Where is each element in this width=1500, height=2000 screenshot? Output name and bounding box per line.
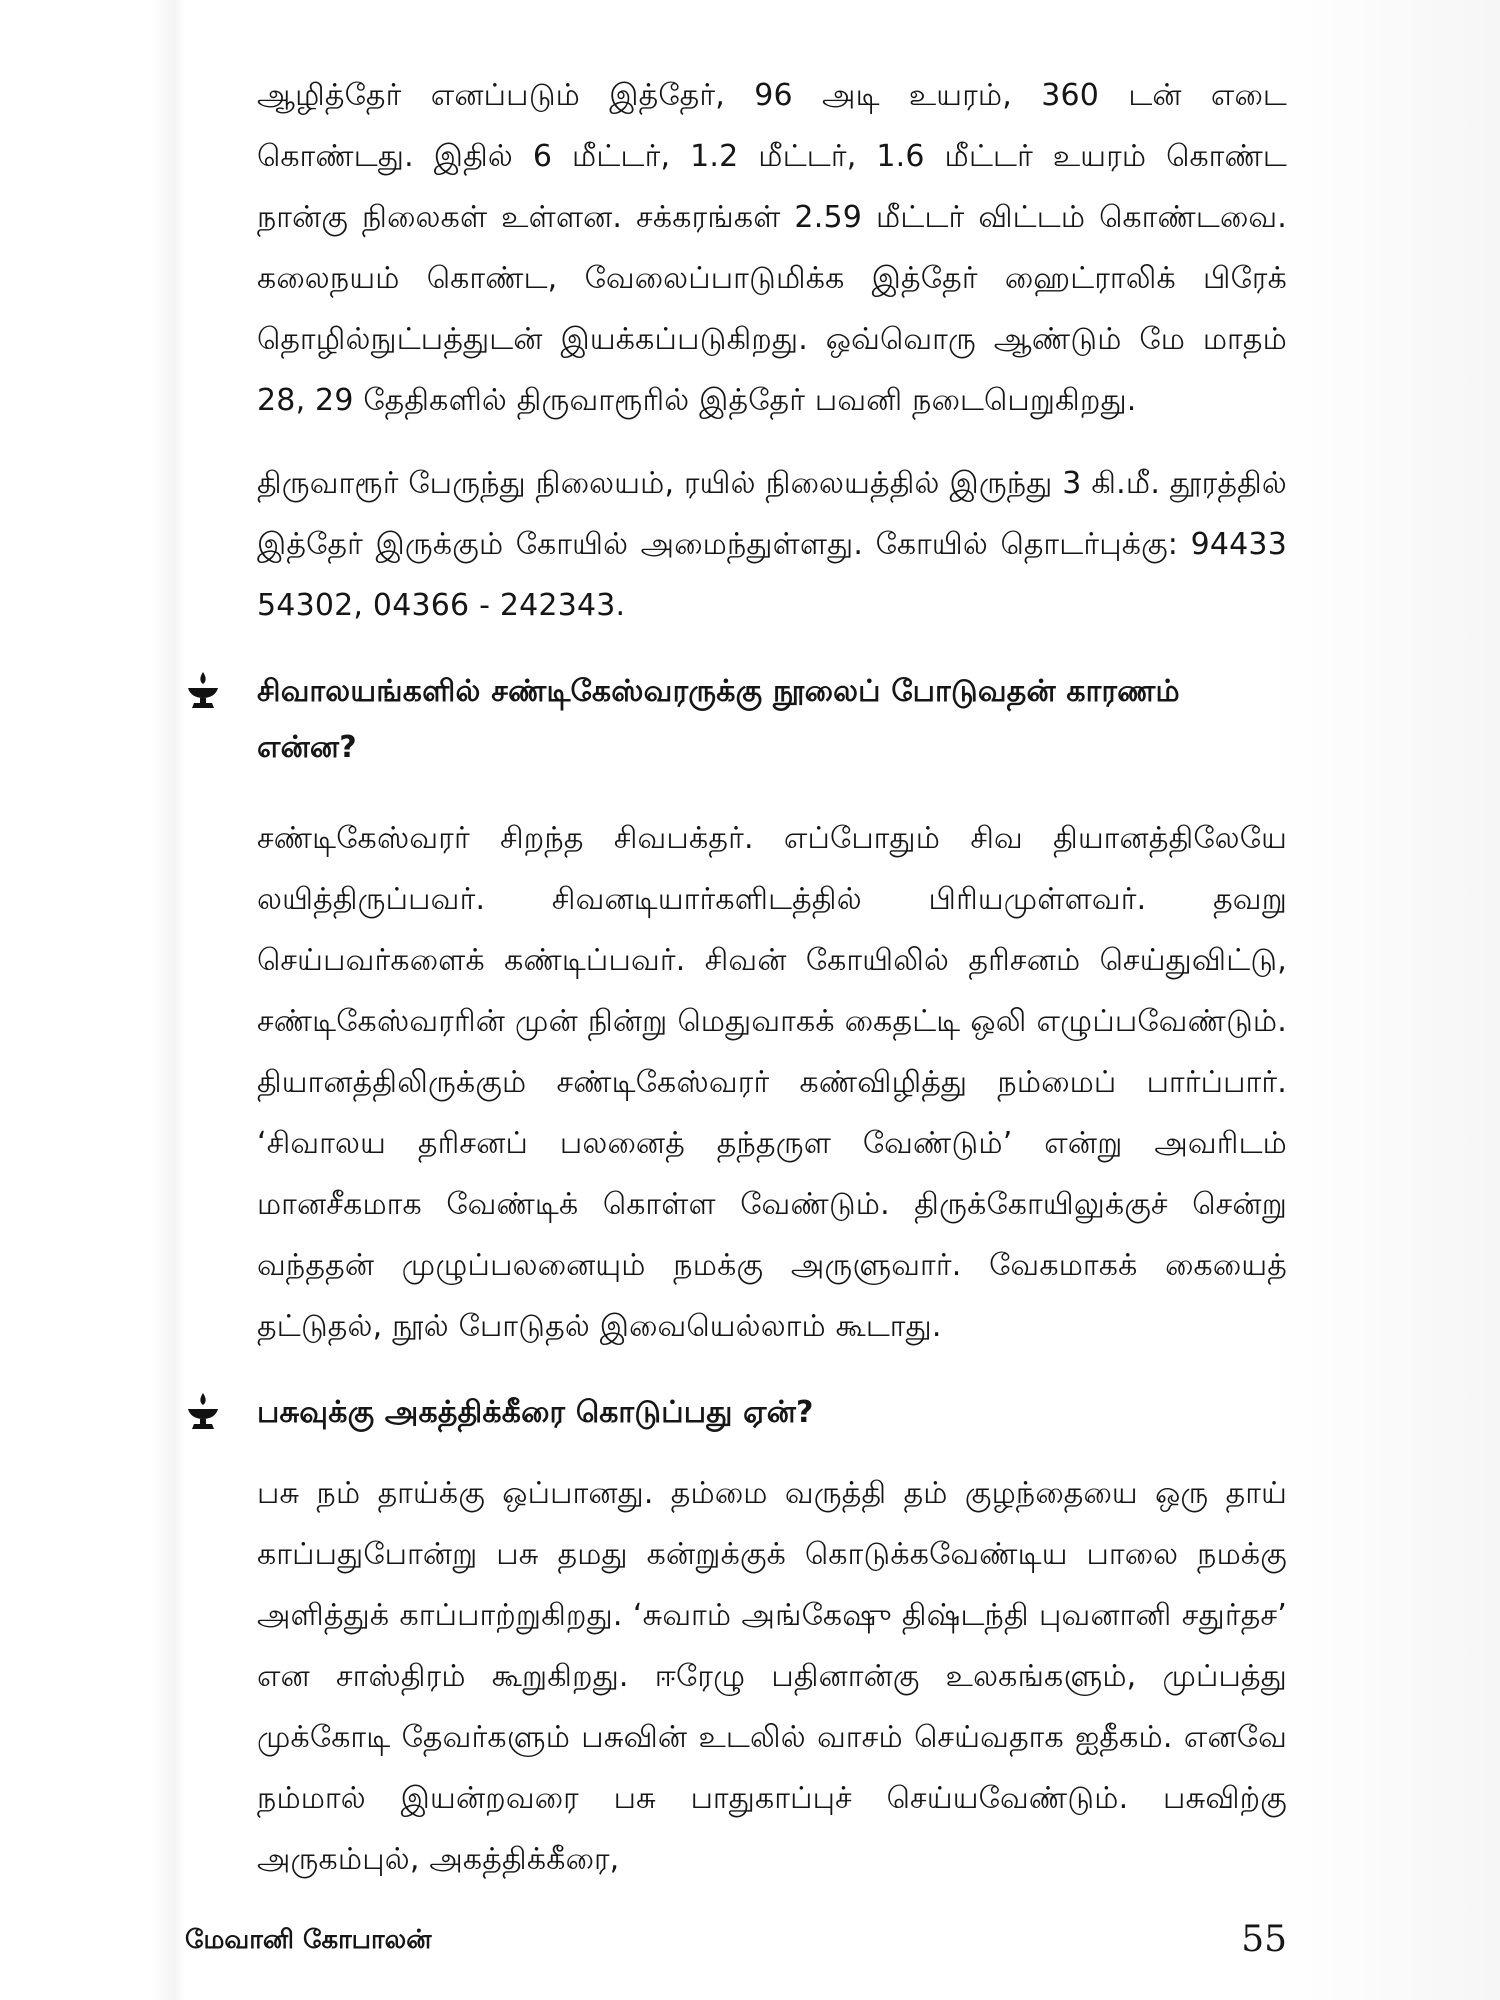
answer-cow: பசு நம் தாய்க்கு ஒப்பானது. தம்மை வருத்தி தம் குழந்தையை ஒரு தாய் காப்பதுபோன்று பசு தமது கன்றுக்குக் கொடுக்கவேண்டிய பாலை நமக்கு அளித்துக் காப்பாற்றுகிறது. ‘சுவாம் அங்கேஷு திஷ்டந்தி புவனானி சதுர்தச’ என சாஸ்திரம் கூறுகிறது. ஈரேழு பதினான்கு உலகங்களும், முப்பத்து முக்கோடி தேவர்களும் பசுவின் உடலில் வாசம் செய்வதாக ஐதீகம். எனவே நம்மால் இயன்றவரை பசு பாதுகாப்புச் செய்யவேண்டும். பசுவிற்கு அருகம்புல், அகத்திக்கீரை, [257, 1476, 1287, 1877]
paragraph-chariot-description: ஆழித்தேர் எனப்படும் இத்தேர், 96 அடி உயரம், 360 டன் எடை கொண்டது. இதில் 6 மீட்டர், 1.2 மீட்டர், 1.6 மீட்டர் உயரம் கொண்ட நான்கு நிலைகள் உள்ளன. சக்கரங்கள் 2.59 மீட்டர் விட்டம் கொண்டவை. கலைநயம் கொண்ட, வேலைப்பாடுமிக்க இத்தேர் ஹைட்ராலிக் பிரேக் தொழில்நுட்பத்துடன் இயக்கப்படுகிறது. ஒவ்வொரு ஆண்டும் மே மாதம் 28, 29 தேதிகளில் திருவாரூரில் இத்தேர் பவனி நடைபெறுகிறது. [257, 78, 1287, 418]
paragraph-temple-location: திருவாரூர் பேருந்து நிலையம், ரயில் நிலையத்தில் இருந்து 3 கி.மீ. தூரத்தில் இத்தேர் இருக்கும் கோயில் அமைந்துள்ளது. கோயில் தொடர்புக்கு: 94433 54302, 04366 - 242343. [257, 466, 1287, 623]
oil-lamp-icon [185, 670, 221, 710]
page-binding-shadow [0, 0, 185, 2000]
question-text: பசுவுக்கு அகத்திக்கீரை கொடுப்பது ஏன்? [257, 1395, 814, 1430]
page-content [257, 65, 1287, 1890]
page-number: 55 [1241, 1919, 1287, 1960]
answer-spacer [257, 1441, 1287, 1463]
question-text: சிவாலயங்களில் சண்டிகேஸ்வரருக்கு நூலைப் போடுவதன் காரணம் என்ன? [257, 674, 1180, 765]
author-name: மேவானி கோபாலன் [185, 1925, 432, 1955]
paragraph-spacer [257, 431, 1287, 453]
question-heading-chandikeswarar [257, 664, 1287, 776]
question-spacer [257, 636, 1287, 664]
question-spacer [257, 1357, 1287, 1385]
question-heading-cow [257, 1385, 1287, 1441]
oil-lamp-icon [185, 1391, 221, 1431]
answer-chandikeswarar: சண்டிகேஸ்வரர் சிறந்த சிவபக்தர். எப்போதும் சிவ தியானத்திலேயே லயித்திருப்பவர். சிவனடியார்களிடத்தில் பிரியமுள்ளவர். தவறு செய்பவர்களைக் கண்டிப்பவர். சிவன் கோயிலில் தரிசனம் செய்துவிட்டு, சண்டிகேஸ்வரரின் முன் நின்று மெதுவாகக் கைதட்டி ஒலி எழுப்பவேண்டும். தியானத்திலிருக்கும் சண்டிகேஸ்வரர் கண்விழித்து நம்மைப் பார்ப்பார். ‘சிவாலய தரிசனப் பலனைத் தந்தருள வேண்டும்’ என்று அவரிடம் மானசீகமாக வேண்டிக் கொள்ள வேண்டும். திருக்கோயிலுக்குச் சென்று வந்ததன் முழுப்பலனையும் நமக்கு அருளுவார். வேகமாகக் கையைத் தட்டுதல், நூல் போடுதல் இவையெல்லாம் கூடாது. [257, 821, 1287, 1344]
page-footer [185, 1919, 1287, 1975]
page-bleed-through [1270, 0, 1500, 2000]
answer-spacer [257, 776, 1287, 808]
